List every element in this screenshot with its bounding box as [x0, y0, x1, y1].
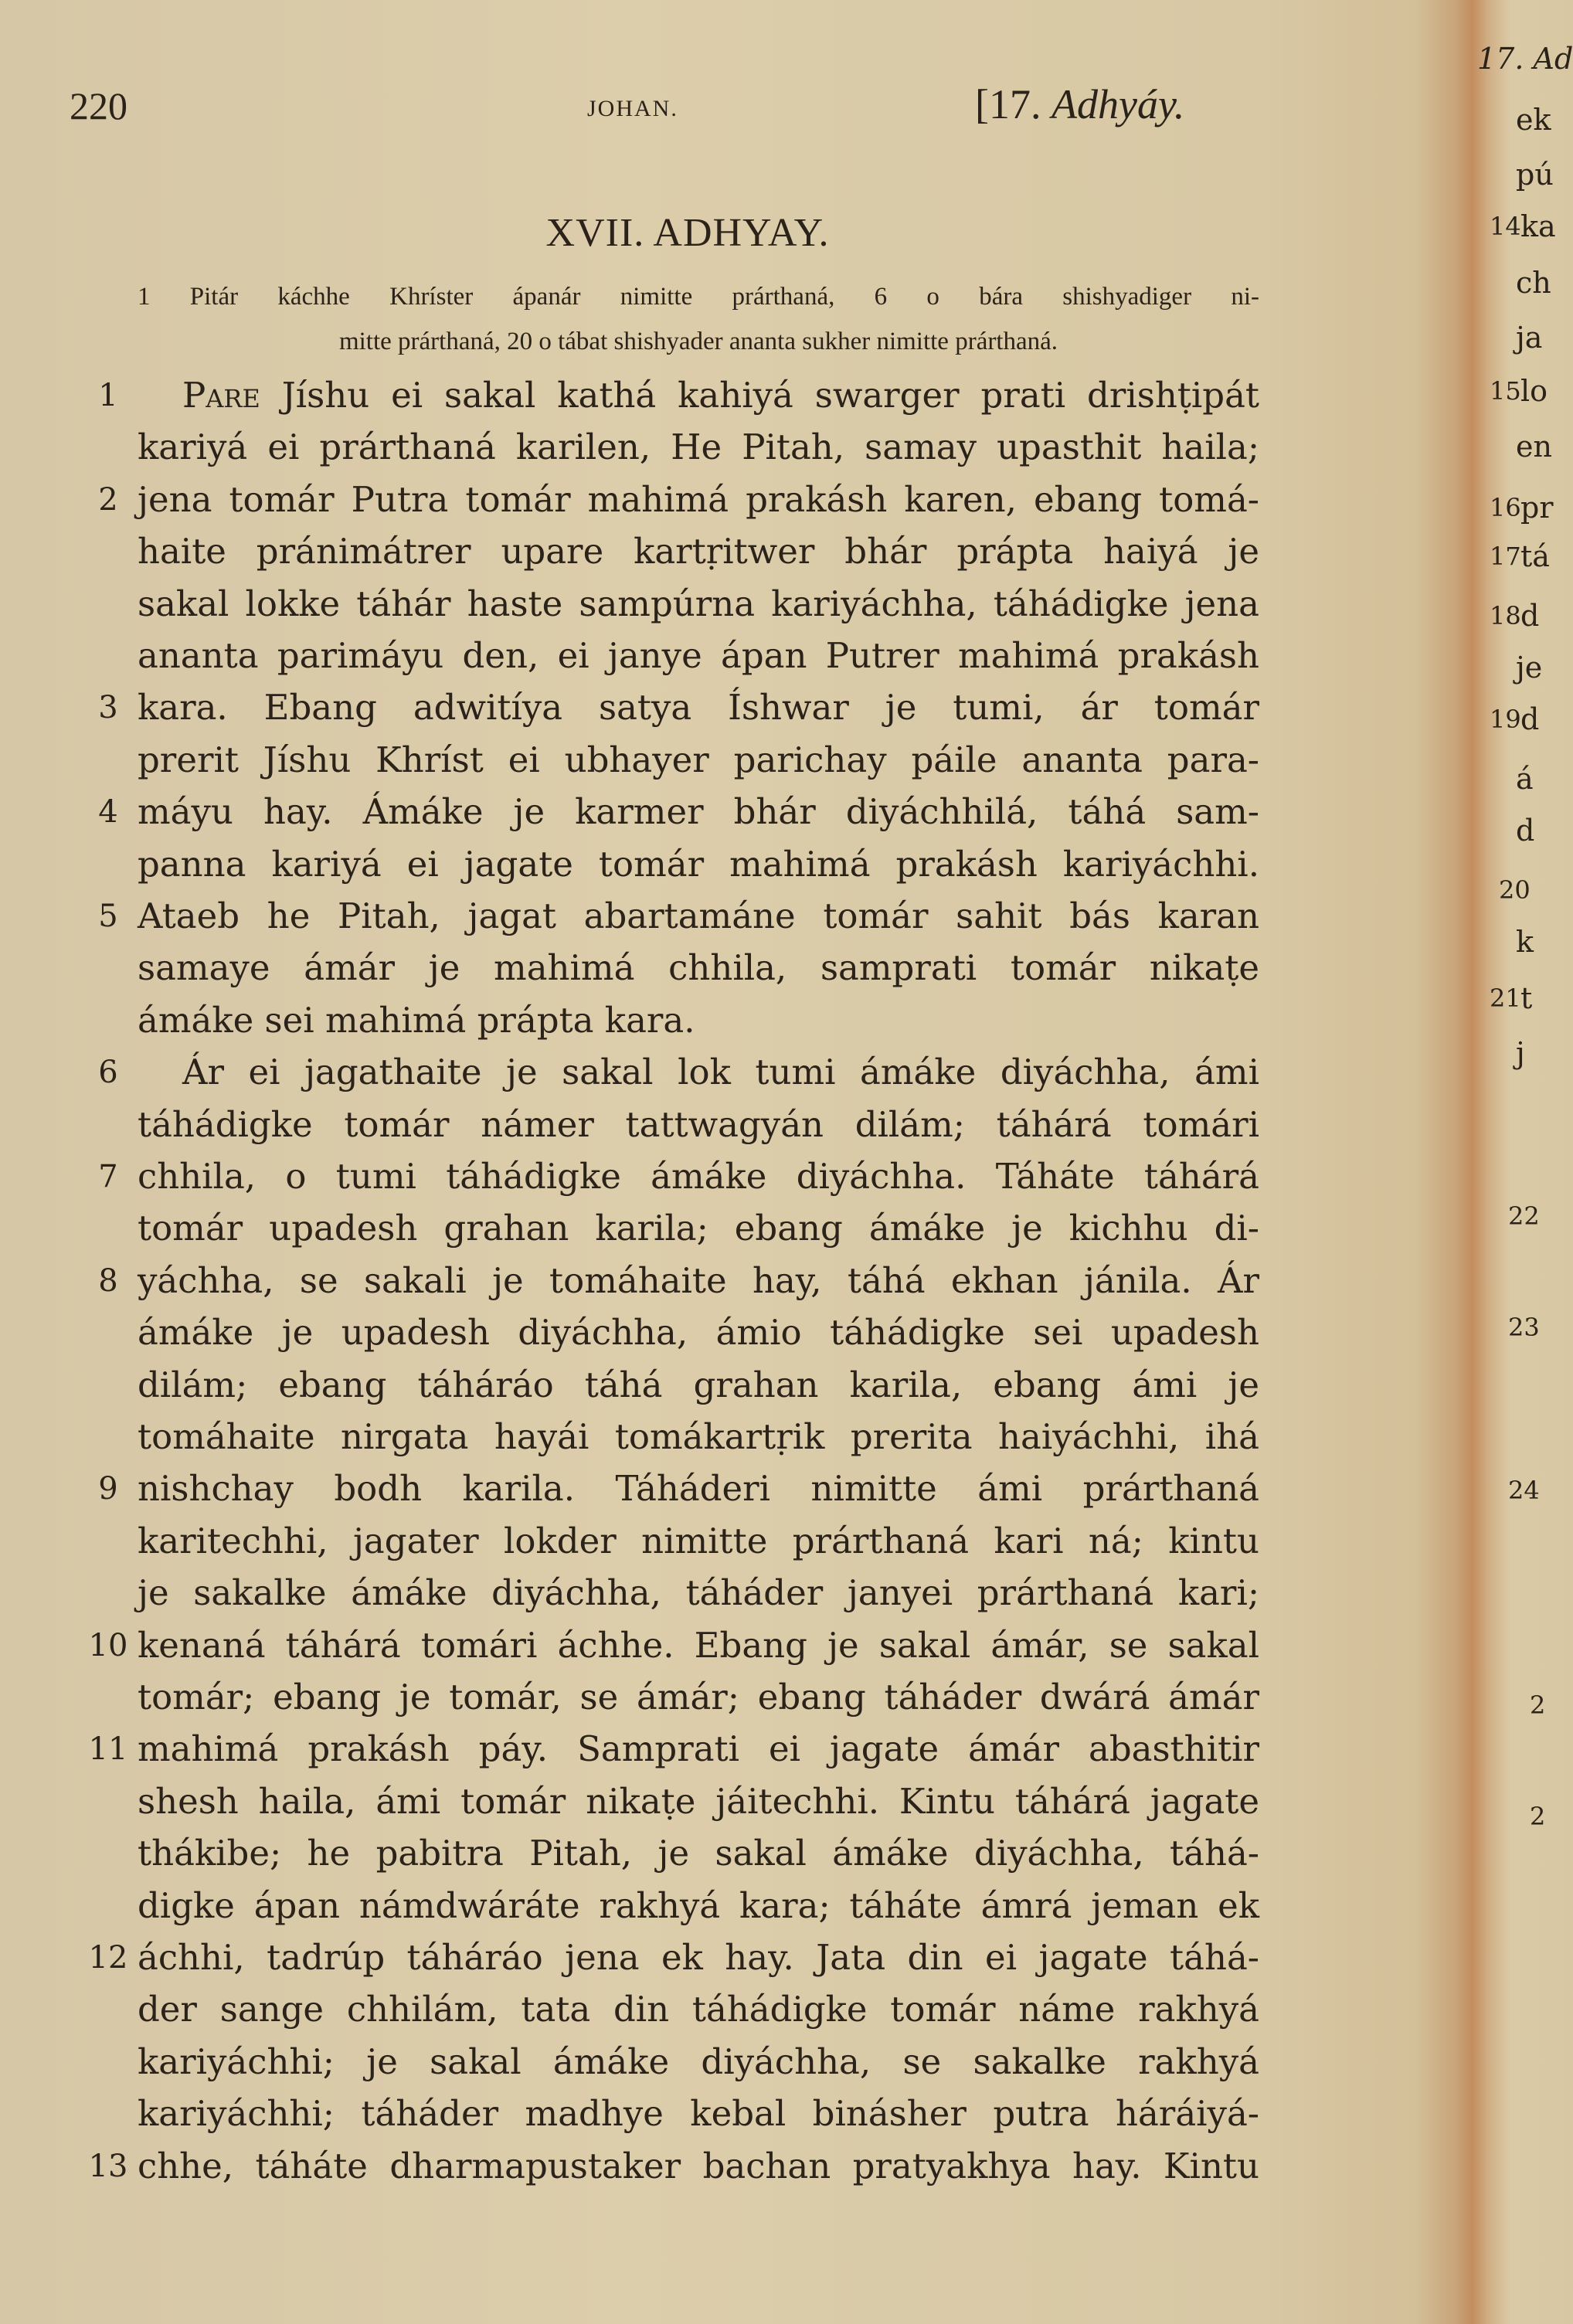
text-line: yáchha, se sakali je tomáhaite hay, táhá ekhan jánila. Ár [138, 1259, 1259, 1301]
text-line: chhila, o tumi táhádigke ámáke diyáchha. Táháte táhárá [138, 1156, 1259, 1197]
verse-number: 13 [88, 2148, 128, 2184]
text-line: ananta parimáyu den, ei janye ápan Putrer mahimá prakásh [138, 635, 1259, 676]
verse-number: 2 [98, 481, 118, 518]
running-title: JOHAN. [587, 96, 678, 121]
text-line: je sakalke ámáke diyáchha, táháder janyei prárthaná kari; [138, 1572, 1259, 1614]
text-line: tomár; ebang je tomár, se ámár; ebang táháder dwárá ámár [138, 1677, 1259, 1718]
text-line: sakal lokke táhár haste sampúrna kariyáchha, táhádigke jena [138, 583, 1259, 624]
text-line: kenaná táhárá tomári áchhe. Ebang je sakal ámár, se sakal [138, 1624, 1259, 1666]
text-line: shesh haila, ámi tomár nikaṭe jáitechhi. Kintu táhárá jagate [138, 1780, 1259, 1822]
text-line: samaye ámár je mahimá chhila, samprati tomár nikaṭe [138, 947, 1259, 989]
facing-text-fragment: ch [1516, 265, 1551, 300]
small-caps-lead: Pare [182, 375, 260, 416]
text-line: Ataeb he Pitah, jagat abartamáne tomár sahit bás karan [138, 895, 1259, 936]
facing-verse-number: 18 [1490, 601, 1521, 631]
facing-text-fragment: je [1516, 651, 1543, 685]
facing-text-fragment: pr [1520, 491, 1554, 525]
verse-number: 7 [98, 1159, 118, 1194]
text-line: mahimá prakásh páy. Samprati ei jagate ámár abasthitir [138, 1728, 1259, 1770]
text-line: prerit Jíshu Khríst ei ubhayer parichay páile ananta para- [138, 739, 1259, 780]
text-line: chhe, táháte dharmapustaker bachan pratyakhya hay. Kintu [138, 2145, 1259, 2186]
chapter-ref-number: [17. [975, 81, 1041, 127]
verse-number: 5 [98, 899, 118, 934]
facing-verse-number: 14 [1490, 211, 1521, 241]
facing-text-fragment: d [1516, 814, 1535, 848]
facing-page-header: 17. Ad [1477, 42, 1573, 76]
text-line: der sange chhilám, tata din táhádigke tomár náme rakhyá [138, 1989, 1259, 2030]
verse-number: 10 [88, 1627, 128, 1663]
text-line: karitechhi, jagater lokder nimitte prárthaná kari ná; kintu [138, 1520, 1259, 1561]
text-line: táhádigke tomár námer tattwagyán dilám; táhárá tomári [138, 1103, 1259, 1145]
facing-verse-number: 22 [1508, 1201, 1540, 1231]
facing-text-fragment: k [1516, 925, 1534, 960]
verse-number: 12 [88, 1940, 128, 1976]
facing-verse-number: 20 [1499, 875, 1531, 905]
facing-verse-number: 17 [1490, 542, 1521, 572]
verse-number: 8 [98, 1262, 118, 1299]
chapter-ref-word: Adhyáy. [1051, 81, 1185, 127]
text-line: ámáke sei mahimá prápta kara. [138, 999, 695, 1041]
text-line: dilám; ebang táháráo táhá grahan karila, ebang ámi je [138, 1364, 1259, 1405]
text-line: haite pránimátrer upare kartṛitwer bhár prápta haiyá je [138, 531, 1259, 573]
facing-verse-number: 19 [1490, 705, 1521, 735]
verse-number: 11 [88, 1731, 128, 1768]
facing-text-fragment: á [1516, 762, 1534, 797]
facing-verse-number: 2 [1530, 1690, 1546, 1720]
facing-text-fragment: pú [1516, 157, 1554, 192]
facing-verse-number: 24 [1508, 1475, 1540, 1505]
facing-text-fragment: d [1520, 599, 1540, 634]
facing-text-fragment: j [1516, 1035, 1525, 1070]
chapter-title: XVII. ADHYAY. [545, 211, 830, 255]
text-line: Ár ei jagathaite je sakal lok tumi ámáke diyáchha, ámi [182, 1052, 1259, 1093]
text-line: kariyá ei prárthaná karilen, He Pitah, samay upasthit haila; [138, 426, 1259, 468]
facing-text-fragment: en [1516, 430, 1552, 464]
page-number: 220 [70, 84, 127, 127]
facing-text-fragment: lo [1520, 373, 1548, 408]
facing-verse-number: 23 [1508, 1312, 1540, 1342]
text-line: Pare Jíshu ei sakal kathá kahiyá swarger prati drishṭipát [182, 375, 1259, 416]
verse-number: 1 [98, 378, 118, 413]
verse-number: 9 [98, 1471, 118, 1507]
text-line: ámáke je upadesh diyáchha, ámio táhádigke sei upadesh [138, 1312, 1259, 1354]
text-line: kariyáchhi; táháder madhye kebal binásher putra háráiyá- [138, 2093, 1259, 2135]
facing-text-fragment: d [1520, 702, 1540, 737]
verse-number: 6 [98, 1055, 118, 1091]
text-line: tomár upadesh grahan karila; ebang ámáke je kichhu di- [138, 1208, 1259, 1249]
chapter-summary-line: mitte prárthaná, 20 o tábat shishyader ananta sukher nimitte prárthaná. [338, 328, 1058, 355]
text-line: panna kariyá ei jagate tomár mahimá prakásh kariyáchhi. [138, 843, 1259, 885]
facing-text-fragment: ja [1516, 320, 1543, 355]
facing-verse-number: 21 [1490, 983, 1521, 1013]
facing-text-fragment: tá [1520, 539, 1550, 574]
chapter-reference [975, 80, 1184, 128]
facing-verse-number: 15 [1490, 375, 1521, 406]
text-line: áchhi, tadrúp táháráo jena ek hay. Jata din ei jagate táhá- [138, 1937, 1259, 1978]
facing-text-fragment: t [1520, 980, 1533, 1015]
facing-verse-number: 16 [1490, 493, 1521, 523]
facing-text-fragment: ka [1520, 209, 1556, 243]
text-line: kariyáchhi; je sakal ámáke diyáchha, se sakalke rakhyá [138, 2040, 1259, 2082]
facing-verse-number: 2 [1530, 1801, 1546, 1831]
text-line: tomáhaite nirgata hayái tomákartṛik prerita haiyáchhi, ihá [138, 1416, 1259, 1457]
text-line: jena tomár Putra tomár mahimá prakásh karen, ebang tomá- [138, 478, 1259, 520]
facing-text-fragment: ek [1516, 102, 1551, 137]
text-line: thákibe; he pabitra Pitah, je sakal ámáke diyáchha, táhá- [138, 1833, 1259, 1874]
text-line: máyu hay. Ámáke je karmer bhár diyáchhilá, táhá sam- [138, 791, 1259, 833]
text-line: kara. Ebang adwitíya satya Íshwar je tumi, ár tomár [138, 687, 1259, 729]
text-line: nishchay bodh karila. Táháderi nimitte ámi prárthaná [138, 1468, 1259, 1510]
verse-number: 4 [98, 794, 118, 831]
text-line: digke ápan námdwáráte rakhyá kara; táháte ámrá jeman ek [138, 1884, 1259, 1926]
verse-number: 3 [98, 690, 118, 726]
chapter-summary-line: 1 Pitár káchhe Khríster ápanár nimitte prárthaná, 6 o bára shishyadiger ni- [138, 283, 1259, 311]
